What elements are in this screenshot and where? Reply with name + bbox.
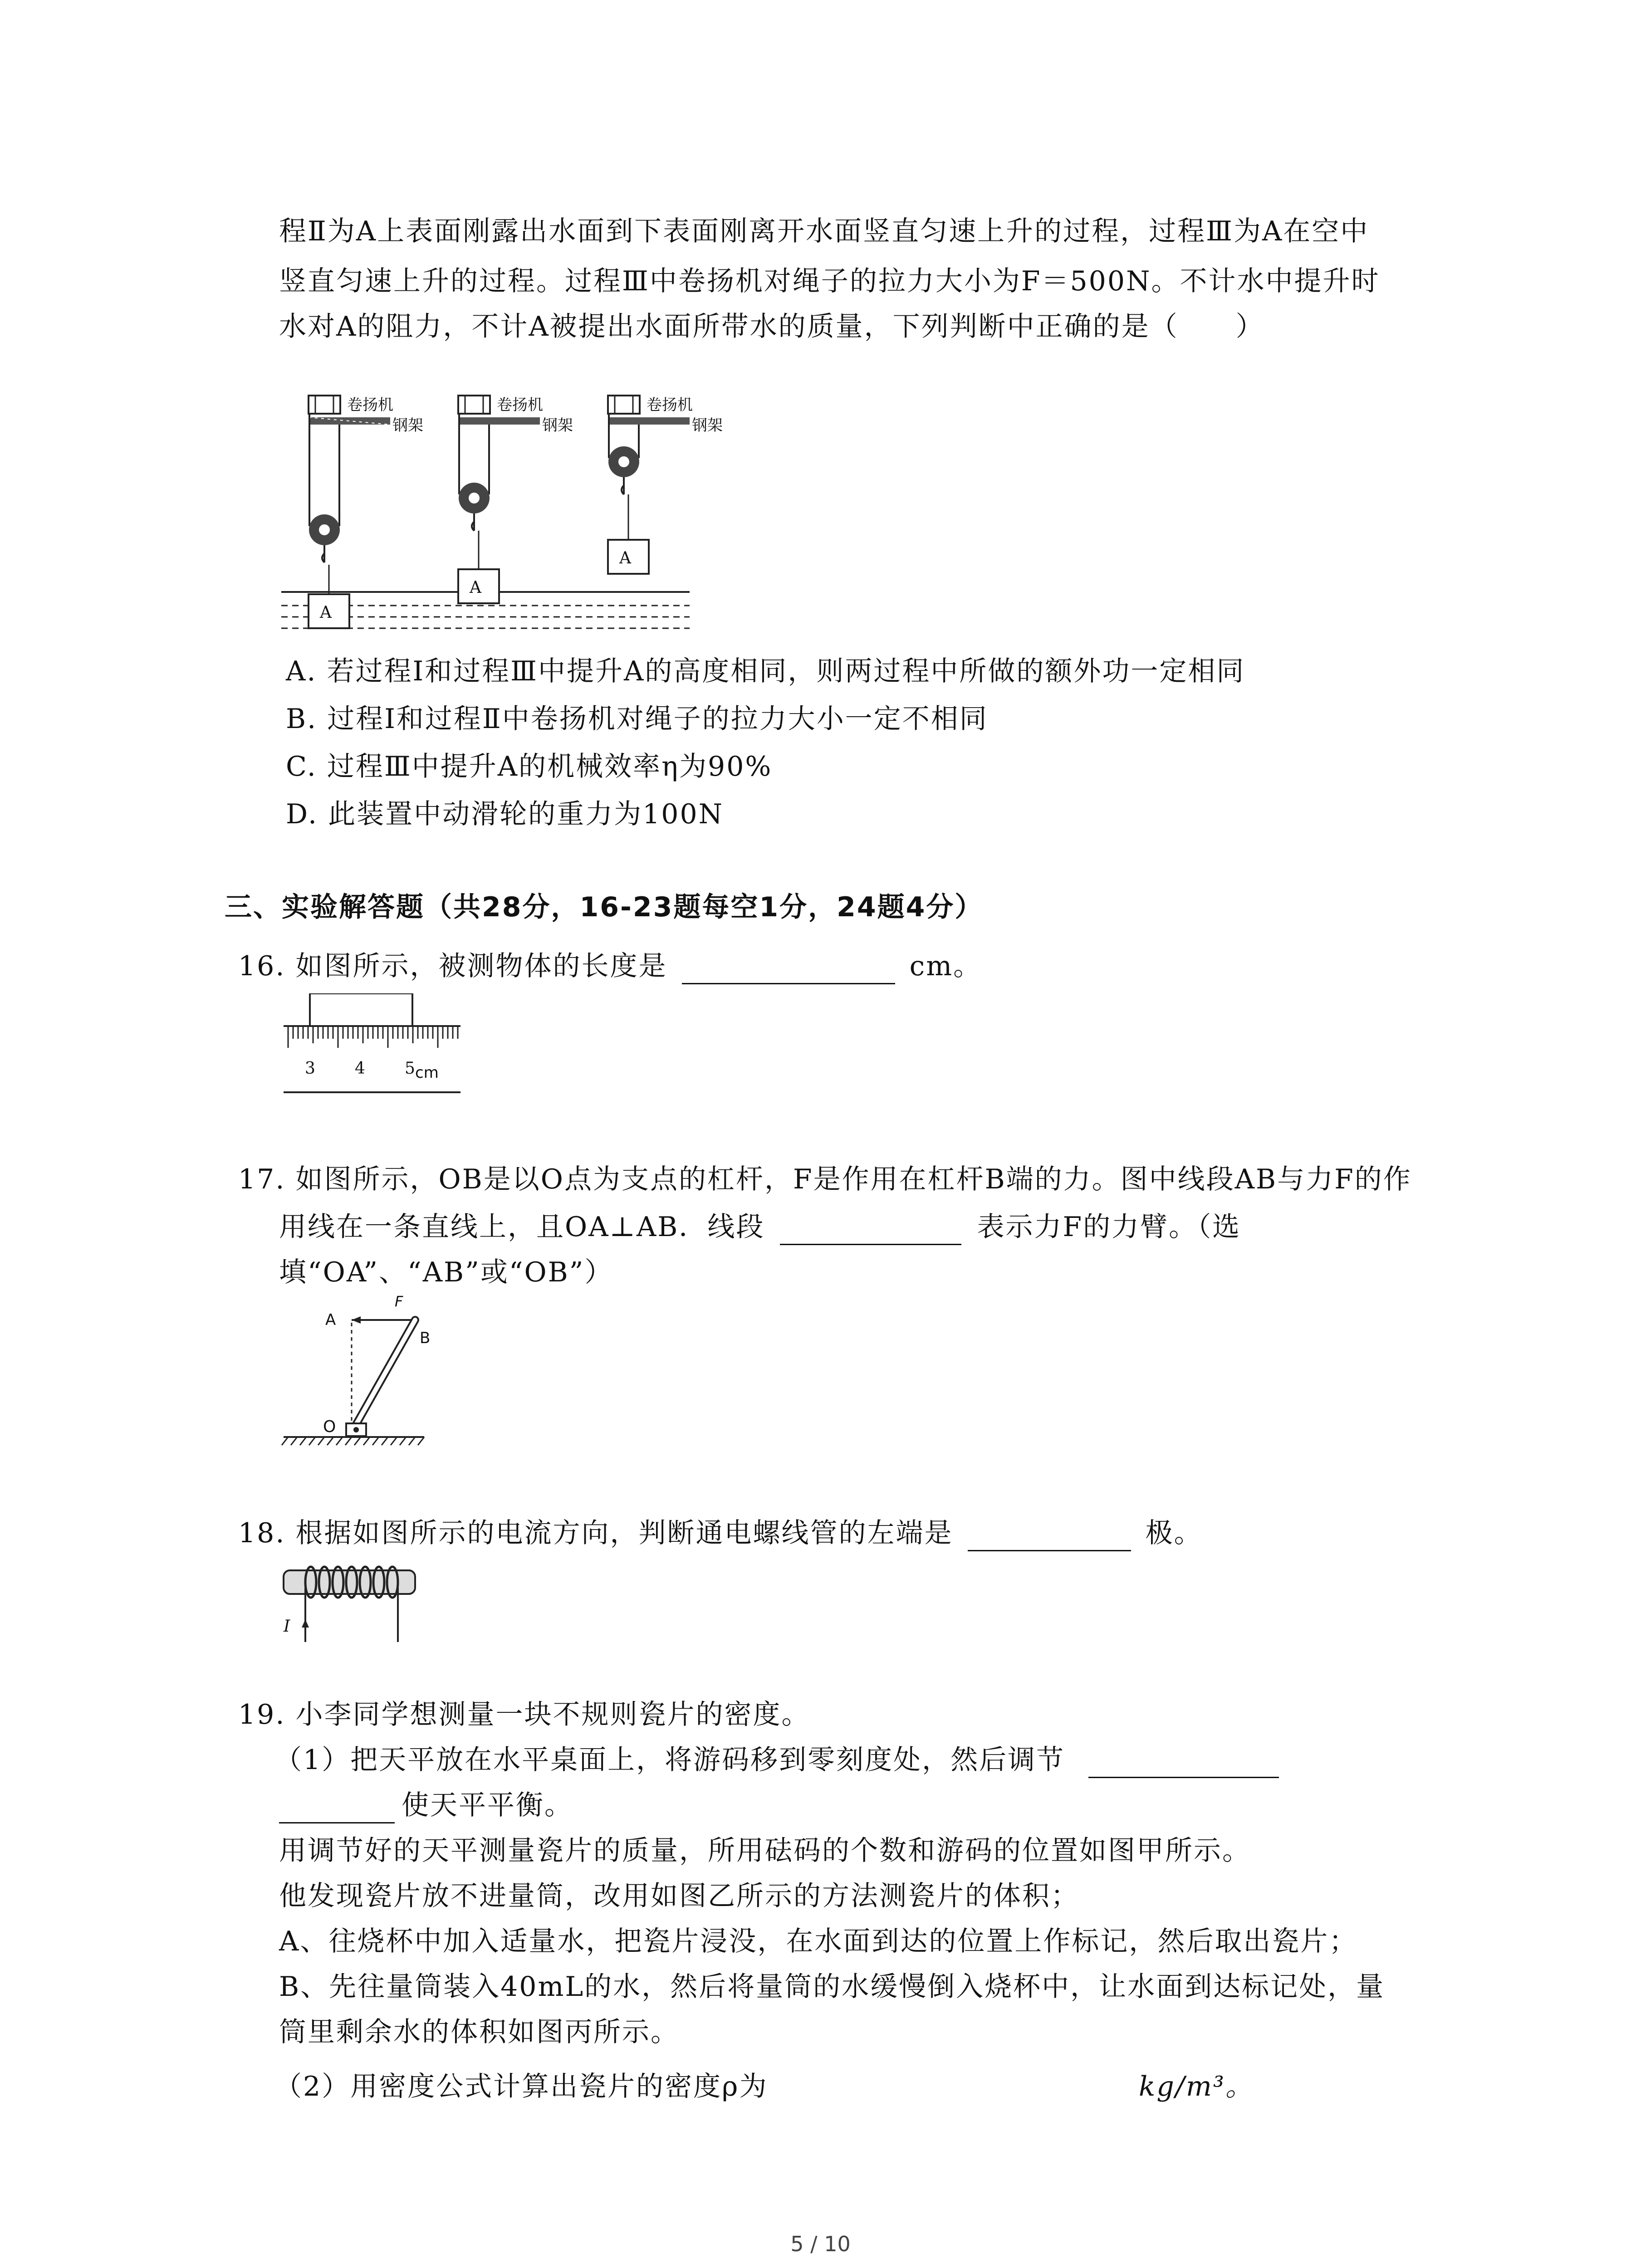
- q19-line8: 筒里剩余水的体积如图丙所示。: [279, 2016, 679, 2048]
- q17-line2-b: 表示力F的力臂。（选: [977, 1211, 1241, 1243]
- ruler-label-4: 4: [355, 1059, 365, 1078]
- q19-line9: （2）用密度公式计算出瓷片的密度ρ为: [274, 2071, 768, 2102]
- q15-option-a: A. 若过程Ⅰ和过程Ⅲ中提升A的高度相同，则两过程中所做的额外功一定相同: [286, 655, 1245, 687]
- q17-answer-blank[interactable]: [780, 1215, 961, 1245]
- q18-answer-blank[interactable]: [968, 1521, 1131, 1551]
- q17-line2: [279, 1209, 1241, 1245]
- q19-line2: [274, 1742, 1279, 1778]
- q16-unit: cm。: [909, 950, 982, 982]
- ruler-unit: cm: [415, 1064, 439, 1082]
- lever-label-A: A: [325, 1311, 336, 1329]
- lever-label-B: B: [420, 1329, 431, 1347]
- q15-option-c: C. 过程Ⅲ中提升A的机械效率η为90%: [286, 751, 773, 782]
- lever-label-O: O: [323, 1418, 336, 1436]
- lever-label-F: F: [395, 1293, 403, 1310]
- q16-stem: 16. 如图所示，被测物体的长度是: [238, 950, 667, 982]
- q19-line1: 19. 小李同学想测量一块不规则瓷片的密度。: [238, 1699, 810, 1730]
- q19-line2-text: （1）把天平放在水平桌面上，将游码移到零刻度处，然后调节: [274, 1744, 1065, 1776]
- q18-stem: 18. 根据如图所示的电流方向，判断通电螺线管的左端是: [238, 1517, 953, 1549]
- solenoid-figure: [279, 1560, 424, 1647]
- pulley-figure: [272, 386, 726, 640]
- winch-label-2: 卷扬机: [497, 396, 543, 414]
- q19-line3-text: 使天平平衡。: [402, 1789, 573, 1821]
- q15-option-d: D. 此装置中动滑轮的重力为100N: [286, 798, 724, 830]
- q19-answer-blank-2[interactable]: [798, 2077, 1116, 2108]
- ruler-figure: [279, 993, 470, 1102]
- pulley-unit-3: [608, 396, 690, 574]
- q19-line7: B、先往量筒装入40mL的水，然后将量筒的水缓慢倒入烧杯中，让水面到达标记处，量: [279, 1971, 1385, 2003]
- q18-text: [238, 1515, 1203, 1551]
- q17-line2-a: 用线在一条直线上，且OA⊥AB．线段: [279, 1211, 765, 1243]
- q15-line2: 竖直匀速上升的过程。过程Ⅲ中卷扬机对绳子的拉力大小为F＝500N。不计水中提升时: [279, 265, 1380, 297]
- lever-figure: [279, 1297, 515, 1461]
- pulley-unit-1: [309, 396, 390, 628]
- q16-text: [238, 948, 982, 984]
- q19-answer-blank-1b[interactable]: [279, 1793, 395, 1823]
- winch-label-3: 卷扬机: [647, 396, 693, 414]
- block-A-3: A: [619, 549, 631, 567]
- frame-label-1: 钢架: [392, 416, 423, 435]
- q19-line5: 他发现瓷片放不进量筒，改用如图乙所示的方法测瓷片的体积；: [279, 1880, 1079, 1912]
- q15-option-b: B. 过程I和过程Ⅱ中卷扬机对绳子的拉力大小一定不相同: [286, 703, 988, 735]
- q15-line3: 水对A的阻力，不计A被提出水面所带水的质量，下列判断中正确的是（ ）: [279, 311, 1264, 342]
- q19-line3: [279, 1787, 573, 1823]
- winch-label-1: 卷扬机: [347, 396, 393, 414]
- q19-line9-unit: kg/m³。: [1139, 2071, 1254, 2102]
- pulley-unit-2: [458, 396, 540, 603]
- frame-label-2: 钢架: [542, 416, 573, 435]
- q19-line4: 用调节好的天平测量瓷片的质量，所用砝码的个数和游码的位置如图甲所示。: [279, 1835, 1251, 1867]
- q17-line3: 填“OA”、“AB”或“OB”）: [279, 1256, 613, 1288]
- section-title: 三、实验解答题（共28分，16-23题每空1分，24题4分）: [225, 891, 984, 923]
- q19-answer-blank-1a[interactable]: [1088, 1748, 1279, 1778]
- q19-line6: A、往烧杯中加入适量水，把瓷片浸没，在水面到达的位置上作标记，然后取出瓷片；: [279, 1926, 1358, 1957]
- q16-answer-blank[interactable]: [682, 954, 895, 984]
- page-number: 5 / 10: [790, 2232, 851, 2256]
- q15-line1: 程Ⅱ为A上表面刚露出水面到下表面刚离开水面竖直匀速上升的过程，过程Ⅲ为A在空中: [279, 215, 1369, 247]
- block-A-2: A: [470, 578, 481, 597]
- current-label-I: I: [284, 1617, 290, 1636]
- ruler-label-3: 3: [305, 1059, 315, 1078]
- block-A-1: A: [320, 603, 332, 622]
- frame-label-3: 钢架: [692, 416, 723, 435]
- q18-unit: 极。: [1145, 1517, 1203, 1549]
- q17-line1: 17. 如图所示，OB是以O点为支点的杠杆，F是作用在杠杆B端的力。图中线段AB与力F的作: [238, 1163, 1412, 1195]
- ruler-label-5: 5: [405, 1059, 415, 1078]
